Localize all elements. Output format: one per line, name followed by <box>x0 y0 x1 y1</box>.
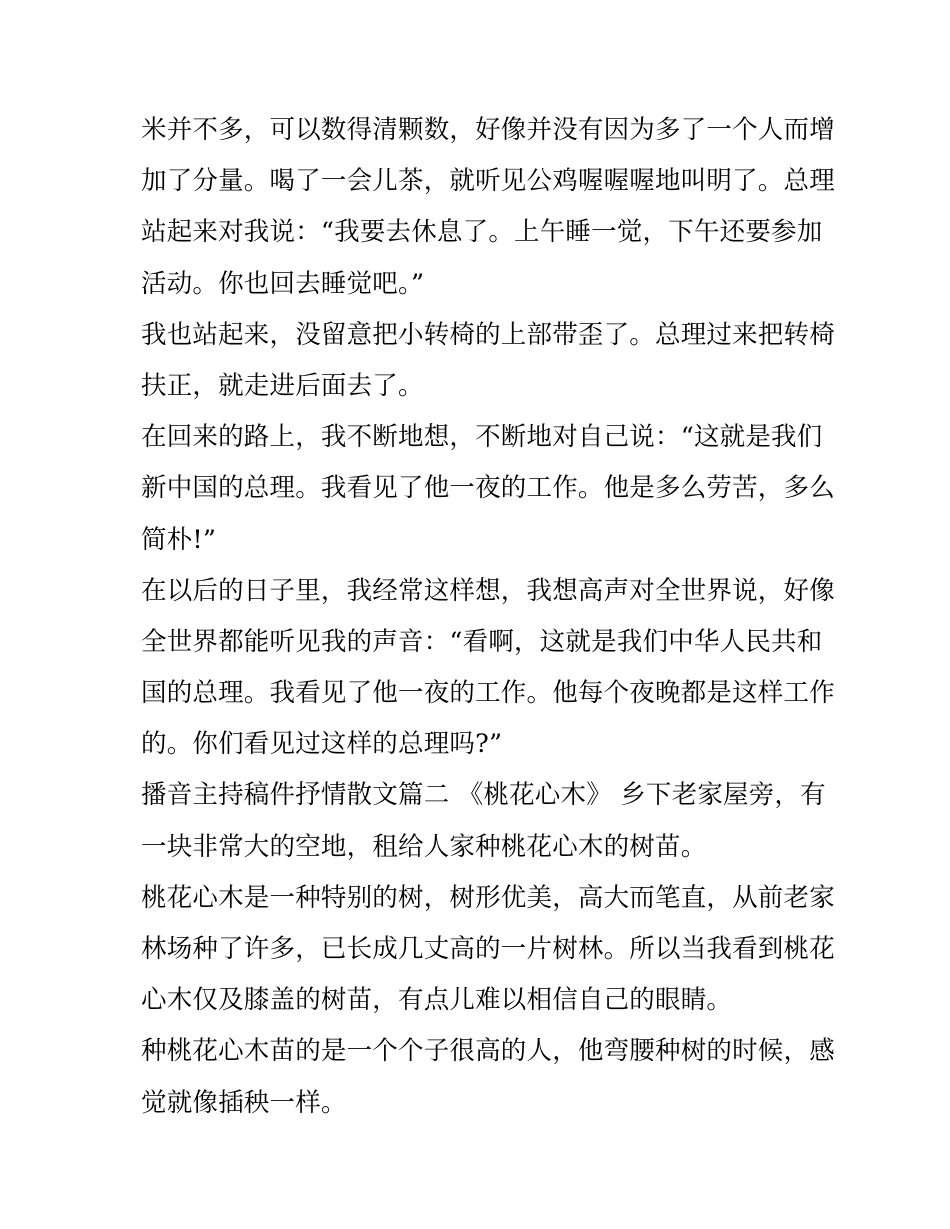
text-line: 加了分量。喝了一会儿茶，就听见公鸡喔喔喔地叫明了。总理 <box>141 166 835 197</box>
text-line: 觉就像插秧一样。 <box>141 1087 347 1118</box>
text-line: 米并不多，可以数得清颗数，好像并没有因为多了一个人而增 <box>141 115 835 145</box>
text-line: 全世界都能听见我的声音：“看啊，这就是我们中华人民共和 <box>141 626 823 657</box>
text-line: 林场种了许多，已长成几丈高的一片树林。所以当我看到桃花 <box>141 934 835 964</box>
text-line: 扶正，就走进后面去了。 <box>141 370 424 401</box>
text-line: 国的总理。我看见了他一夜的工作。他每个夜晚都是这样工作 <box>141 678 835 709</box>
text-line: 心木仅及膝盖的树苗，有点儿难以相信自己的眼睛。 <box>141 985 733 1016</box>
text-line: 在回来的路上，我不断地想，不断地对自己说：“这就是我们 <box>141 422 823 453</box>
text-line: 在以后的日子里，我经常这样想，我想高声对全世界说，好像 <box>141 575 835 606</box>
text-line: 一块非常大的空地，租给人家种桃花心木的树苗。 <box>141 831 707 862</box>
body-text <box>141 105 835 1129</box>
text-line: 新中国的总理。我看见了他一夜的工作。他是多么劳苦，多么 <box>141 473 835 504</box>
text-line: 活动。你也回去睡觉吧。” <box>141 268 425 299</box>
text-line: 简朴!” <box>141 524 217 555</box>
text-line: 播音主持稿件抒情散文篇二 《桃花心木》 乡下老家屋旁，有 <box>141 780 826 811</box>
text-line: 种桃花心木苗的是一个个子很高的人，他弯腰种树的时候，感 <box>141 1036 835 1067</box>
text-line: 桃花心木是一种特别的树，树形优美，高大而笔直，从前老家 <box>141 882 835 913</box>
text-line: 的。你们看见过这样的总理吗?” <box>141 729 503 760</box>
text-line: 我也站起来，没留意把小转椅的上部带歪了。总理过来把转椅 <box>141 319 835 350</box>
text-line: 站起来对我说：“我要去休息了。上午睡一觉，下午还要参加 <box>141 217 823 248</box>
